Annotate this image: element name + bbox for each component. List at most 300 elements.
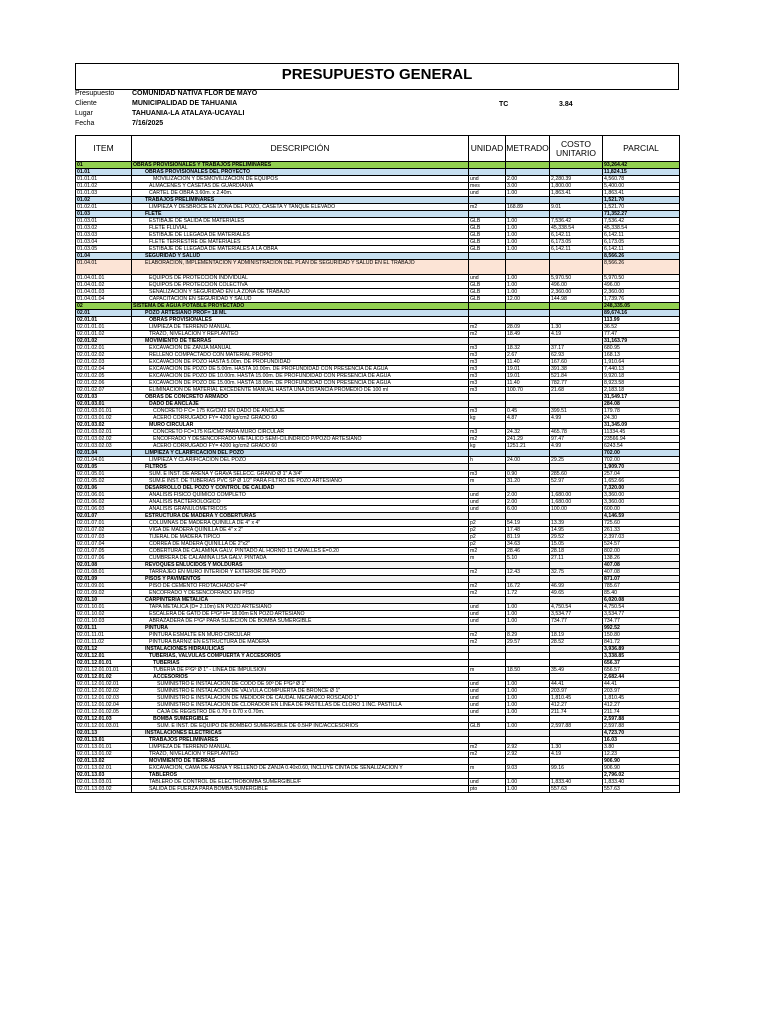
cell-costo-unitario: 13.39: [550, 520, 603, 527]
cell-descripcion: ALMACENES Y CASETAS DE GUARDIANIA: [132, 183, 469, 190]
cell-costo-unitario: 4,750.54: [550, 604, 603, 611]
cell-parcial: 2,183.18: [603, 387, 680, 394]
cell-unidad: m2: [469, 204, 506, 211]
cell-unidad: [469, 169, 506, 176]
cell-descripcion: COLUMNAS DE MADERA QUINILLA DE 4" x 4": [132, 520, 469, 527]
cell-descripcion: MOVILIZACION Y DESMOVILIZACION DE EQUIPOS: [132, 176, 469, 183]
cell-item: 02.01.06.01: [76, 492, 132, 499]
table-row: [76, 450, 680, 457]
table-row: [76, 324, 680, 331]
cell-unidad: h: [469, 457, 506, 464]
cell-costo-unitario: [550, 625, 603, 632]
cell-metrado: [506, 450, 550, 457]
cell-metrado: 2.00: [506, 176, 550, 183]
table-row: [76, 674, 680, 681]
col-header-item: ITEM: [76, 136, 132, 162]
cell-metrado: [506, 597, 550, 604]
cell-descripcion: SUM.E INST. DE TUBERIAS PVC SP Ø 1/2" PARA FILTRO DE POZO ARTESIANO: [132, 478, 469, 485]
table-row: [76, 576, 680, 583]
cell-unidad: [469, 730, 506, 737]
cell-item: 02.01.02.01: [76, 345, 132, 352]
cell-metrado: 18.49: [506, 331, 550, 338]
cell-metrado: 1.00: [506, 695, 550, 702]
cell-costo-unitario: 49.65: [550, 590, 603, 597]
cell-parcial: 31,163.79: [603, 338, 680, 345]
cell-metrado: [506, 576, 550, 583]
cell-costo-unitario: 1,863.41: [550, 190, 603, 197]
cell-metrado: [506, 758, 550, 765]
cell-metrado: 241.29: [506, 436, 550, 443]
cell-item: 01.02.01: [76, 204, 132, 211]
cell-unidad: m: [469, 555, 506, 562]
cell-item: 01.03: [76, 211, 132, 218]
cell-parcial: 725.60: [603, 520, 680, 527]
cell-costo-unitario: [550, 660, 603, 667]
cell-metrado: [506, 338, 550, 345]
cell-item: 01.04.01.01: [76, 275, 132, 282]
cell-metrado: 1.00: [506, 779, 550, 786]
cell-costo-unitario: 2,360.00: [550, 289, 603, 296]
cell-metrado: 9.03: [506, 765, 550, 772]
cell-unidad: [469, 450, 506, 457]
cell-descripcion: MOVIMIENTO DE TIERRAS: [132, 758, 469, 765]
cell-metrado: 12.00: [506, 296, 550, 303]
cell-item: 02.01.05.01: [76, 471, 132, 478]
cell-item: 02.01.08: [76, 562, 132, 569]
cell-unidad: und: [469, 492, 506, 499]
cell-costo-unitario: [550, 394, 603, 401]
cell-unidad: m2: [469, 583, 506, 590]
cell-metrado: 18.50: [506, 667, 550, 674]
cell-item: 02.01.01.01: [76, 324, 132, 331]
cell-descripcion: ANALISIS FISICO QUIMICO COMPLETO: [132, 492, 469, 499]
cell-descripcion: TABLERO DE CONTROL DE ELECTROBOMBA SUMERGIBLE/F: [132, 779, 469, 786]
cell-item: 01.01.01: [76, 176, 132, 183]
cell-item: 02.01.07.04: [76, 541, 132, 548]
cell-descripcion: TUBERIAS, VALVULAS COMPUERTA Y ACCESORIOS: [132, 653, 469, 660]
table-row: [76, 197, 680, 204]
cell-metrado: 19.01: [506, 366, 550, 373]
cell-parcial: 8,566.26: [603, 253, 680, 260]
cell-metrado: 3.00: [506, 183, 550, 190]
cell-item: 02.01.12.01.02.04: [76, 702, 132, 709]
cell-item: 02.01.02.03: [76, 359, 132, 366]
cell-metrado: 1.00: [506, 282, 550, 289]
meta-value: 7/16/2025: [132, 120, 164, 127]
cell-unidad: m3: [469, 373, 506, 380]
cell-metrado: [506, 730, 550, 737]
table-row: [76, 183, 680, 190]
cell-unidad: m: [469, 765, 506, 772]
cell-costo-unitario: 46.99: [550, 583, 603, 590]
cell-unidad: [469, 260, 506, 275]
cell-unidad: [469, 737, 506, 744]
budget-table: [75, 135, 680, 793]
cell-unidad: m: [469, 478, 506, 485]
cell-parcial: 871.07: [603, 576, 680, 583]
cell-costo-unitario: 52.97: [550, 478, 603, 485]
cell-parcial: 2,397.03: [603, 534, 680, 541]
cell-costo-unitario: [550, 716, 603, 723]
cell-unidad: und: [469, 190, 506, 197]
table-row: [76, 772, 680, 779]
cell-unidad: [469, 772, 506, 779]
cell-costo-unitario: 211.74: [550, 709, 603, 716]
cell-descripcion: ESTIBAJE DE SALIDA DE MATERIALES: [132, 218, 469, 225]
cell-item: 02.01.07.06: [76, 555, 132, 562]
cell-costo-unitario: [550, 513, 603, 520]
cell-unidad: und: [469, 275, 506, 282]
tc-label: TC: [499, 101, 509, 108]
cell-metrado: 24.00: [506, 457, 550, 464]
cell-metrado: [506, 253, 550, 260]
table-row: [76, 289, 680, 296]
cell-costo-unitario: [550, 758, 603, 765]
cell-unidad: [469, 401, 506, 408]
table-row: [76, 169, 680, 176]
cell-parcial: 257.04: [603, 471, 680, 478]
cell-metrado: 1.00: [506, 218, 550, 225]
col-header-costo-unitario: COSTO UNITARIO: [550, 136, 603, 162]
cell-descripcion: SEGURIDAD Y SALUD: [132, 253, 469, 260]
cell-costo-unitario: 15.05: [550, 541, 603, 548]
cell-item: 02: [76, 303, 132, 310]
cell-metrado: 0.45: [506, 408, 550, 415]
cell-descripcion: REVOQUES ENLUCIDOS Y MOLDURAS: [132, 562, 469, 569]
table-row: [76, 758, 680, 765]
cell-unidad: und: [469, 681, 506, 688]
table-row: [76, 457, 680, 464]
cell-parcial: 36.52: [603, 324, 680, 331]
cell-costo-unitario: 391.38: [550, 366, 603, 373]
cell-item: 02.01.11.02: [76, 639, 132, 646]
cell-costo-unitario: [550, 562, 603, 569]
cell-costo-unitario: 203.97: [550, 688, 603, 695]
cell-descripcion: EXCAVACION DE POZO HASTA 5.00m. DE PROFUNDIDAD: [132, 359, 469, 366]
table-row: [76, 541, 680, 548]
cell-unidad: GLB: [469, 289, 506, 296]
table-body: [76, 162, 680, 793]
table-row: [76, 786, 680, 793]
cell-parcial: 24.30: [603, 415, 680, 422]
table-row: [76, 345, 680, 352]
cell-descripcion: LIMPIEZA Y CLARIFICACION DEL POZO: [132, 450, 469, 457]
cell-unidad: m: [469, 667, 506, 674]
cell-descripcion: PINTURA BARNIZ EN ESTRUCTURA DE MADERA: [132, 639, 469, 646]
cell-costo-unitario: 28.52: [550, 639, 603, 646]
cell-parcial: 3.80: [603, 744, 680, 751]
cell-unidad: m2: [469, 639, 506, 646]
cell-descripcion: FILTROS: [132, 464, 469, 471]
cell-metrado: 8.29: [506, 632, 550, 639]
col-header-unidad: UNIDAD: [469, 136, 506, 162]
cell-item: 02.01.07.05: [76, 548, 132, 555]
cell-descripcion: MOVIMIENTO DE TIERRAS: [132, 338, 469, 345]
cell-unidad: und: [469, 176, 506, 183]
table-row: [76, 751, 680, 758]
cell-costo-unitario: 14.95: [550, 527, 603, 534]
cell-costo-unitario: [550, 674, 603, 681]
cell-parcial: 557.63: [603, 786, 680, 793]
cell-metrado: 28.46: [506, 548, 550, 555]
cell-unidad: GLB: [469, 282, 506, 289]
cell-item: 01.04.01: [76, 260, 132, 275]
cell-item: 02.01.13.03.02: [76, 786, 132, 793]
table-row: [76, 765, 680, 772]
cell-unidad: [469, 485, 506, 492]
cell-item: 02.01.12.01.02: [76, 674, 132, 681]
meta-value: COMUNIDAD NATIVA FLOR DE MAYO: [132, 90, 258, 97]
cell-parcial: 31,345.09: [603, 422, 680, 429]
cell-costo-unitario: [550, 169, 603, 176]
meta-label: Lugar: [75, 110, 93, 117]
cell-descripcion: ELABORACION, IMPLEMENTACION Y ADMINISTRACION DEL PLAN DE SEGURIDAD Y SALUD EN EL TRABAJO: [132, 260, 469, 275]
cell-parcial: 71,352.27: [603, 211, 680, 218]
cell-metrado: 31.20: [506, 478, 550, 485]
cell-item: 02.01.12.01.02.01: [76, 681, 132, 688]
cell-descripcion: CARTEL DE OBRA 3.60m. x 2.40m.: [132, 190, 469, 197]
cell-parcial: 89,674.16: [603, 310, 680, 317]
cell-item: 02.01.10: [76, 597, 132, 604]
cell-unidad: m2: [469, 632, 506, 639]
meta-label: Cliente: [75, 100, 97, 107]
meta-label: Fecha: [75, 120, 95, 127]
cell-costo-unitario: 144.98: [550, 296, 603, 303]
cell-unidad: m3: [469, 471, 506, 478]
table-row: [76, 625, 680, 632]
table-row: [76, 239, 680, 246]
cell-item: 01.04.01.04: [76, 296, 132, 303]
cell-costo-unitario: [550, 303, 603, 310]
cell-descripcion: CONCRETO F'C= 175 KG/CM2 EN DADO DE ANCLAJE: [132, 408, 469, 415]
cell-unidad: [469, 660, 506, 667]
cell-unidad: [469, 716, 506, 723]
cell-item: 02.01.04.01: [76, 457, 132, 464]
cell-item: 02.01.02: [76, 338, 132, 345]
cell-descripcion: TRABAJOS PRELIMINARES: [132, 197, 469, 204]
table-row: [76, 373, 680, 380]
cell-metrado: 1.00: [506, 688, 550, 695]
cell-item: 02.01.13.02: [76, 758, 132, 765]
cell-descripcion: ENCOFRADO Y DESENCOFRADO METALICO SEMI-CILINDRICO P/POZO ARTESIANO: [132, 436, 469, 443]
table-row: [76, 260, 680, 275]
cell-costo-unitario: 782.77: [550, 380, 603, 387]
table-row: [76, 225, 680, 232]
cell-costo-unitario: [550, 401, 603, 408]
cell-parcial: 2,682.44: [603, 674, 680, 681]
title-box: [75, 63, 679, 90]
cell-costo-unitario: [550, 422, 603, 429]
cell-unidad: m3: [469, 352, 506, 359]
cell-parcial: 802.00: [603, 548, 680, 555]
page-title: PRESUPUESTO GENERAL: [281, 66, 473, 83]
cell-costo-unitario: 2,280.39: [550, 176, 603, 183]
cell-descripcion: CAJA DE REGISTRO DE 0.70 x 0.70 x 0.70m.: [132, 709, 469, 716]
cell-item: 02.01.12.01: [76, 653, 132, 660]
cell-unidad: [469, 646, 506, 653]
cell-item: 02.01.02.06: [76, 380, 132, 387]
cell-descripcion: EXCAVACION DE ZANJA MANUAL: [132, 345, 469, 352]
cell-item: 02.01.12.01.01: [76, 660, 132, 667]
cell-item: 02.01.03.02.01: [76, 429, 132, 436]
cell-metrado: [506, 197, 550, 204]
cell-costo-unitario: 734.77: [550, 618, 603, 625]
cell-metrado: 11.40: [506, 380, 550, 387]
cell-parcial: 600.00: [603, 506, 680, 513]
cell-descripcion: CORREA DE MADERA QUINILLA DE 2"x2": [132, 541, 469, 548]
cell-parcial: 23566.94: [603, 436, 680, 443]
cell-costo-unitario: 1,800.00: [550, 183, 603, 190]
cell-costo-unitario: [550, 317, 603, 324]
cell-metrado: 18.32: [506, 345, 550, 352]
cell-unidad: m3: [469, 380, 506, 387]
cell-unidad: kg: [469, 443, 506, 450]
cell-item: 01.04: [76, 253, 132, 260]
cell-parcial: 12.23: [603, 751, 680, 758]
cell-unidad: [469, 422, 506, 429]
cell-descripcion: OBRAS DE CONCRETO ARMADO: [132, 394, 469, 401]
cell-unidad: [469, 562, 506, 569]
cell-parcial: 906.90: [603, 758, 680, 765]
cell-descripcion: SUMINISTRO E INSTALACION DE CLORADOR EN LINEA DE PASTILLAS DE CLORO 1 INC. PASTILLA: [132, 702, 469, 709]
cell-descripcion: TAPA METALICA (D= 2.10m) EN POZO ARTESIANO: [132, 604, 469, 611]
cell-metrado: [506, 737, 550, 744]
cell-descripcion: ANALISIS GRANULOMETRICOS: [132, 506, 469, 513]
cell-parcial: 150.80: [603, 632, 680, 639]
cell-item: 02.01.08.01: [76, 569, 132, 576]
table-row: [76, 709, 680, 716]
table-row: [76, 506, 680, 513]
cell-costo-unitario: [550, 653, 603, 660]
cell-descripcion: PISO DE CEMENTO FROTACHADO E=4": [132, 583, 469, 590]
cell-metrado: [506, 162, 550, 169]
cell-unidad: und: [469, 611, 506, 618]
table-row: [76, 660, 680, 667]
cell-descripcion: EXCAVACION DE POZO DE 15.00m. HASTA 18.00m. DE PROFUNDIDAD CON PRESENCIA DE AGUA: [132, 380, 469, 387]
cell-descripcion: ACERO CORRUGADO FY= 4200 kg/cm2 GRADO 60: [132, 443, 469, 450]
cell-parcial: 284.08: [603, 401, 680, 408]
cell-costo-unitario: 1,680.00: [550, 499, 603, 506]
cell-metrado: 2.92: [506, 751, 550, 758]
table-row: [76, 331, 680, 338]
cell-descripcion: SEÑALIZACION Y SEGURIDAD EN LA ZONA DE TRABAJO: [132, 289, 469, 296]
meta-label: Presupuesto: [75, 90, 115, 97]
cell-descripcion: SALIDA DE FUERZA PARA BOMBA SUMERGIBLE: [132, 786, 469, 793]
table-row: [76, 562, 680, 569]
table-row: [76, 478, 680, 485]
cell-costo-unitario: [550, 211, 603, 218]
cell-costo-unitario: [550, 485, 603, 492]
cell-unidad: [469, 576, 506, 583]
cell-parcial: 168.13: [603, 352, 680, 359]
table-row: [76, 436, 680, 443]
cell-parcial: 93,264.42: [603, 162, 680, 169]
cell-metrado: 1.00: [506, 232, 550, 239]
cell-costo-unitario: 18.19: [550, 632, 603, 639]
cell-costo-unitario: 2,597.88: [550, 723, 603, 730]
cell-parcial: 8,923.58: [603, 380, 680, 387]
cell-descripcion: POZO ARTESIANO PROF= 18 ML: [132, 310, 469, 317]
cell-costo-unitario: 1,833.40: [550, 779, 603, 786]
cell-unidad: m2: [469, 744, 506, 751]
table-row: [76, 534, 680, 541]
cell-parcial: 203.97: [603, 688, 680, 695]
cell-parcial: 85.40: [603, 590, 680, 597]
cell-metrado: [506, 260, 550, 275]
table-row: [76, 443, 680, 450]
cell-item: 02.01.07.03: [76, 534, 132, 541]
cell-metrado: 1.00: [506, 618, 550, 625]
table-row: [76, 779, 680, 786]
cell-metrado: 1.00: [506, 709, 550, 716]
cell-parcial: 11,824.15: [603, 169, 680, 176]
cell-metrado: [506, 653, 550, 660]
cell-descripcion: EQUIPOS DE PROTECCION INDIVIDUAL: [132, 275, 469, 282]
cell-item: 02.01.03.02.02: [76, 436, 132, 443]
cell-descripcion: TUBERIA DE FºGº Ø 1" - LINEA DE IMPULSION: [132, 667, 469, 674]
cell-unidad: [469, 162, 506, 169]
cell-parcial: 4,146.59: [603, 513, 680, 520]
cell-costo-unitario: 465.78: [550, 429, 603, 436]
cell-unidad: GLB: [469, 218, 506, 225]
cell-parcial: 680.95: [603, 345, 680, 352]
cell-metrado: 168.89: [506, 204, 550, 211]
cell-metrado: 1.72: [506, 590, 550, 597]
cell-costo-unitario: [550, 338, 603, 345]
cell-metrado: 54.19: [506, 520, 550, 527]
cell-descripcion: INSTALACIONES ELECTRICAS: [132, 730, 469, 737]
cell-parcial: 1,910.64: [603, 359, 680, 366]
cell-metrado: 1.00: [506, 289, 550, 296]
cell-unidad: m2: [469, 324, 506, 331]
cell-costo-unitario: 5,970.50: [550, 275, 603, 282]
cell-descripcion: SISTEMA DE AGUA POTABLE PROYECTADO: [132, 303, 469, 310]
cell-parcial: 702.00: [603, 450, 680, 457]
cell-metrado: [506, 464, 550, 471]
cell-item: 01.04.01.03: [76, 289, 132, 296]
cell-metrado: 1.00: [506, 190, 550, 197]
cell-item: 02.01.12.01.03.01: [76, 723, 132, 730]
cell-costo-unitario: 1.30: [550, 324, 603, 331]
cell-costo-unitario: [550, 253, 603, 260]
cell-descripcion: TARRAJEO EN MURO INTERIOR Y EXTERIOR DE POZO: [132, 569, 469, 576]
cell-descripcion: CONCRETO FC=175 KG/CM2 PARA MURO CIRCULAR: [132, 429, 469, 436]
table-row: [76, 366, 680, 373]
cell-costo-unitario: [550, 260, 603, 275]
cell-costo-unitario: 100.00: [550, 506, 603, 513]
cell-costo-unitario: 4.99: [550, 415, 603, 422]
cell-item: 02.01.13: [76, 730, 132, 737]
cell-parcial: 3,338.85: [603, 653, 680, 660]
cell-parcial: 1,521.70: [603, 197, 680, 204]
cell-unidad: [469, 653, 506, 660]
cell-unidad: und: [469, 695, 506, 702]
cell-parcial: 2,597.88: [603, 723, 680, 730]
table-row: [76, 246, 680, 253]
cell-descripcion: EQUIPOS DE PROTECCION COLECTIVA: [132, 282, 469, 289]
cell-item: 02.01.12.01.02.02: [76, 688, 132, 695]
table-row: [76, 211, 680, 218]
cell-parcial: 3,534.77: [603, 611, 680, 618]
cell-parcial: 179.78: [603, 408, 680, 415]
cell-item: 01.01.02: [76, 183, 132, 190]
table-row: [76, 429, 680, 436]
cell-item: 02.01.04: [76, 450, 132, 457]
cell-unidad: [469, 211, 506, 218]
cell-descripcion: ABRAZADERA DE FºGº PARA SUJECION DE BOMBA SUMERGIBLE: [132, 618, 469, 625]
cell-unidad: m2: [469, 548, 506, 555]
table-row: [76, 744, 680, 751]
